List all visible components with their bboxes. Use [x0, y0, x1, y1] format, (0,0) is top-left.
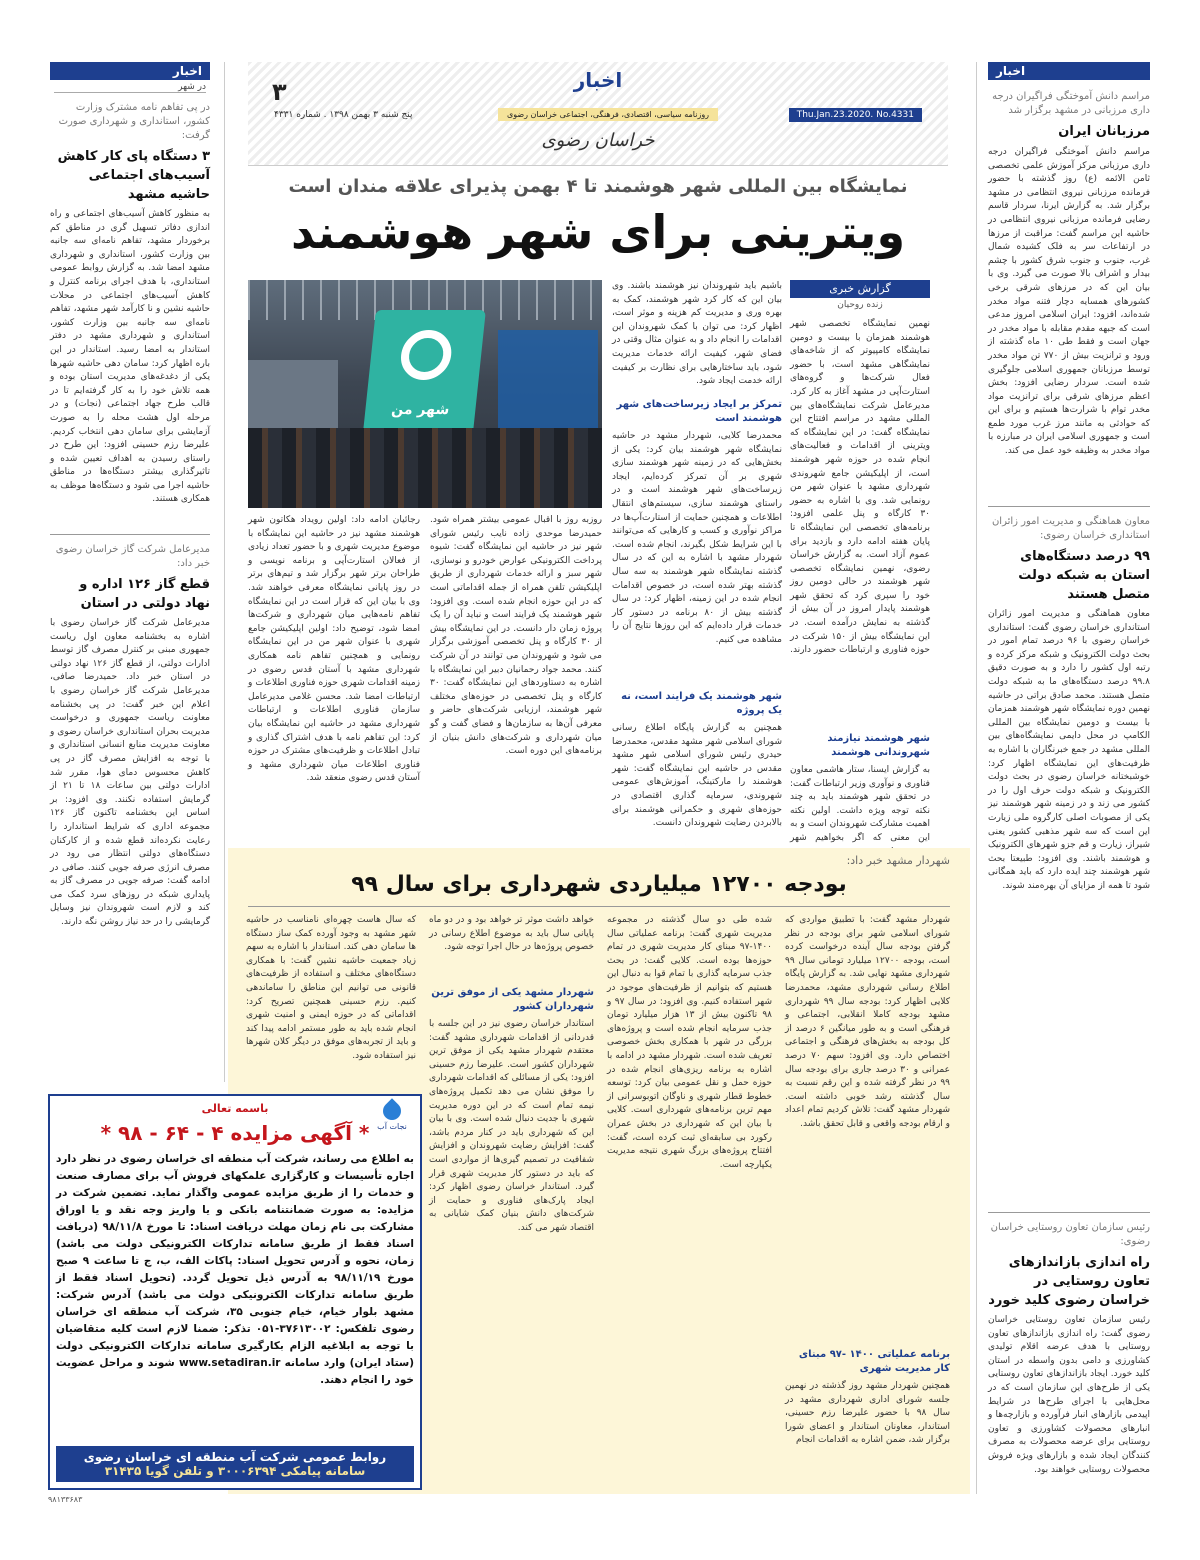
- right-article2-kicker: معاون هماهنگی و مدیریت امور زائران استانداری خراسان رضوی:: [991, 516, 1150, 541]
- right-article3-title: راه اندازی بازاندازهای تعاون روستایی در خراسان رضوی کلید خورد: [988, 1255, 1150, 1308]
- masthead-issue: Thu.Jan.23.2020. No.4331: [789, 108, 922, 122]
- ad-footer-line1: روابط عمومی شرکت آب منطقه ای خراسان رضوی: [83, 1450, 387, 1464]
- photo-crowd: [248, 428, 602, 508]
- right-article1-title: مرزبانان ایران: [1058, 124, 1150, 139]
- main-headline: ویترینی برای شهر هوشمند: [290, 205, 906, 259]
- main-col3: [427, 514, 602, 836]
- byline: زنده روحیان: [837, 300, 883, 310]
- budget-col3: [426, 914, 594, 1484]
- right-article1-body: مراسم دانش آموختگی فراگیران درجه داری مرزبانی مرکز آموزش علمی تخصصی ثامن الائمه (ع) روز گذشته با حضور فرمانده مرزبانی نیروی انتظامی در مشهد برگزار شد. به گزارش ایرنا، سردار قاسم رضایی فرمانده مرزبانی نیروی انتظامی در حاشیه این مراسم گفت: مراقبت از مرزها در ارتفاعات سر به فلک کشیده شمال غرب، جنوب و جنوب شرق کشور با چشم بیدار و اشراف بالا صورت می گیرد. وی با بیان این که در مرزهای شرقی برخی کشورهای همسایه دچار فتنه مواد مخدر شده‌اند، افزود: ایران اسلامی امروز مدعی است که جبهه مقدم مقابله با مواد مخدر در جهان است و فقط طی ۱۰ ماه گذشته از ورود و ترانزیت بیش از ۷۷۰ تن مواد مخدر توسط مرزبانان جمهوری اسلامی جلوگیری شده است. سردار رضایی افزود: بخش اعظم مرزهای شرقی برای ترانزیت مواد مخدر توام با شرارت‌ها هستیم و برای این که حوادثی به مانند مرز غرب مورد طمع است و جمهوری اسلامی ایران در مبارزه با مواد مخدر به وظیفه خود عمل می کند.: [985, 147, 1150, 457]
- left-section-label: اخبار: [50, 62, 210, 80]
- main-col1: [787, 318, 930, 843]
- left-article1-kicker: در پی تفاهم نامه مشترک وزارت کشور، استانداری و شهرداری صورت گرفت:: [58, 102, 210, 141]
- main-col2-body: باشیم باید شهروندان نیز هوشمند باشند. وی بیان این که کار کرد شهر هوشمند، کمک به بهره وری و مدیریت کم هزینه و موثر است، اظهار کرد: می توان با کمک شهروندان این اقدامات را انجام داد و به عنوان مثال وقتی در فضای شهر، کیفیت ارائه خدمات مدیریت شود، باید ساختارهایی برای نظارت بر کیفیت ارائه خدمت ایجاد شود.: [609, 281, 782, 387]
- photo-booth-left: [498, 330, 598, 440]
- budget-col1: [782, 914, 950, 1484]
- right-section-label: اخبار: [988, 62, 1150, 80]
- masthead-label: اخبار: [573, 68, 623, 92]
- main-col4-body: رجائیان ادامه داد: اولین رویداد هکاتون شهر هوشمند مشهد نیز در حاشیه این نمایشگاه با موضوع مدیریت شهری و با حضور تعداد زیادی از فعالان استارت‌آپی و برنامه نویسی و طراحان برتر شهر برگزار شد و تیم‌های برتر در روز پایانی نمایشگاه معرفی خواهند شد. وی با بیان این که قرار است در این نمایشگاه تفاهم نامه‌هایی میان شهرداری و شرکت‌ها امضا شود، توضیح داد: اولین اپلیکیشن جامع شهری با عنوان شهر من در این نمایشگاه رونمایی و همچنین تفاهم نامه همکاری شهرداری مشهد با آستان قدس رضوی در زمینه اقدامات شهری حوزه فناوری اطلاعات و ارتباطات امضا شد. محسن غلامی مدیرعامل سازمان فناوری اطلاعات و ارتباطات شهرداری مشهد در حاشیه این نمایشگاه بیان کرد: این تفاهم نامه با هدف اشتراک گذاری و تبادل اطلاعات و ظرفیت‌های مشترک در حوزه فناوری اطلاعات میان شهرداری مشهد و آستان قدس رضوی منعقد شد.: [245, 515, 420, 784]
- right-column: [985, 62, 1151, 1494]
- ad-drop-icon: [379, 1098, 404, 1123]
- left-article1-title: ۳ دستگاه پای کار کاهش آسیب‌های اجتماعی حاشیه مشهد: [57, 149, 210, 202]
- left-article1-body: به منظور کاهش آسیب‌های اجتماعی و راه اندازی دفاتر تسهیل گری در مناطق کم برخوردار مشهد، تفاهم نامه‌ای سه جانبه بین وزارت کشور، استانداری و شهرداری مشهد امضا شد. به گزارش روابط عمومی استانداری، با هدف اجرای برنامه کنترل و کاهش آسیب‌های اجتماعی در محلات حاشیه نشین و نا کارآمد شهر مشهد، تفاهم نامه‌ای سه جانبه بین وزارت کشور، استانداری و شهرداری مشهد در دفتر استاندار به امضا رسید. استاندار در این باره اظهار کرد: سامان دهی حاشیه شهرها یکی از دغدغه‌های مدیریت استان بوده و همه تلاش خود را به کار گرفته‌ایم تا در قالب طرح جهاد اجتماعی (نجات) و در مرحله اول هشت محله را به صورت آزمایشی برای سامان دهی انتخاب کردیم. علیرضا رزم حسینی افزود: این طرح در راستای رسیدن به اهداف تعیین شده و تاثیرگذاری بیشتر دستگاه‌ها در مناطق حاشیه اجرا می شود و دستگاه‌ها موظف به همکاری هستند.: [47, 209, 211, 505]
- left-article2-title: قطع گاز ۱۲۶ اداره و نهاد دولتی در استان: [79, 577, 210, 611]
- ad-org-name: نجات آب: [377, 1122, 407, 1131]
- budget-col1-subhead: برنامه عملیاتی ۱۴۰۰ -۹۷ مبنای کار مدیریت شهری: [798, 1349, 950, 1374]
- main-kicker: نمایشگاه بین المللی شهر هوشمند تا ۴ بهمن پذیرای علاقه مندان است: [288, 176, 908, 197]
- budget-headline: بودجه ۱۲۷۰۰ میلیاردی شهرداری برای سال ۹۹: [351, 872, 847, 897]
- main-col4: [245, 514, 420, 836]
- separator-left: [224, 62, 225, 1082]
- budget-col4: [243, 914, 416, 1084]
- ad-code: ۹۸۱۳۳۶۸۳: [48, 1495, 83, 1504]
- masthead-subtitle: روزنامه سیاسی، اقتصادی، فرهنگی، اجتماعی خراسان رضوی: [498, 108, 718, 121]
- masthead: [248, 62, 948, 166]
- auction-ad: [48, 1094, 422, 1504]
- exhibition-photo: [248, 280, 602, 508]
- main-col2-body3: همچنین به گزارش پایگاه اطلاع رسانی شورای اسلامی شهر مشهد مقدس، محمدرضا حیدری رئیس شورای اسلامی شهر مشهد مقدس در حاشیه این نمایشگاه گفت: شهر هوشمند را مارکتینگ، آموزش‌های عمومی شهروندی، سرمایه گذاری اقتصادی در حوزه‌های شهری و حکمرانی هوشمند برای بالابردن رضایت شهروندان دانست.: [609, 723, 782, 829]
- main-col2-subhead2: شهر هوشمند یک فرایند است، نه یک پروژه: [621, 691, 782, 716]
- photo-sign-text: شهر من: [390, 402, 451, 418]
- left-divider: [50, 534, 210, 535]
- budget-kicker: شهردار مشهد خبر داد:: [846, 854, 950, 867]
- main-col1-body2: به گزارش ایسنا، ستار هاشمی معاون فناوری و نوآوری وزیر ارتباطات گفت: در تحقق شهر هوشمند باید به چند نکته توجه ویژه داشت. اولین نکته اهمیت مشارکت شهروندان است و به این معنی که اگر بخواهیم شهر: [790, 765, 930, 843]
- main-col2: [609, 280, 783, 836]
- budget-col3-subhead: شهردار مشهد یکی از موفق ترین شهرداران کشور: [431, 987, 594, 1012]
- ad-title: باسمه تعالی: [201, 1102, 269, 1115]
- main-col2-body2: محمدرضا کلایی، شهردار مشهد در حاشیه نمایشگاه شهر هوشمند بیان کرد: یکی از بخش‌هایی که در زمینه شهر هوشمند سازی شهری بر آن تمرکز کرده‌ایم، ایجاد زیرساخت‌های شهر هوشمند است و در راستای هوشمند سازی، سیستم‌های انتقال اطلاعات و همچنین حمایت از استارت‌آپ‌ها در مراکز نوآوری و کسب و کارهایی که می‌توانند با این شرایط شکل بگیرند، انجام شده است. شهردار مشهد با اشاره به این که در سال گذشته نمایشگاه شهر هوشمند به سه سال گذشته بهتر شده است، در خصوص اقدامات انجام شده در این زمینه، اظهار کرد: در سال گذشته بیش از ۸۰ برنامه در دستور کار خدمات قرار داده‌ایم که این روزها نتایج آن را مشاهده می کنیم.: [609, 431, 783, 645]
- photo-stand-icon: [399, 330, 454, 380]
- report-label: گزارش خبری: [790, 280, 930, 298]
- right-article2-body: معاون هماهنگی و مدیریت امور زائران استانداری خراسان رضوی گفت: استانداری خراسان رضوی با ۹۶ درصد تمام امور در بحث دولت الکترونیک و شبکه مرکز کرده و رتبه اول کشور را دارد و به صورت دقیق ۹۹.۸ درصد دستگاه‌های ما به شبکه دولت متصل هستند. محمد صادق براتی در حاشیه نهمین دوره نمایشگاه شهر هوشمند همزمان با بیست و دومین نمایشگاه بین المللی الکامپ در محل دایمی نمایشگاه‌های بین المللی مشهد در جمع خبرنگاران با اشاره به ظرفیت‌های این نمایشگاه اظهار کرد: خوشبختانه خراسان رضوی در بحث دولت الکترونیک و شبکه دولت حرف اول را در کشور می زند و در زمینه شهر هوشمند نیز یکی از مصوبات اصلی کارگروه ملی زیارت این است که سه شهر مذهبی کشور یعنی شیراز، زیارت و قم جزو شهرهای الکترونیک و هوشمند باشند. وی افزود: طبیعتا بحث شهر هوشمند چند ایده دارد که باید همگانی شود تا همه از مزایای آن بهره‌مند شوند.: [985, 609, 1151, 891]
- budget-col1-body: شهردار مشهد گفت: با تطبیق مواردی که شورای اسلامی شهر برای بودجه در نظر گرفتن بودجه سال آینده درخواست کرده است، بودجه ۱۲۷۰۰ میلیارد تومانی سال ۹۹ شهرداری مشهد نهایی شد. به گزارش پایگاه اطلاع رسانی شهرداری مشهد، محمدرضا کلایی اظهار کرد: بودجه سال ۹۹ شهرداری مشهد بودجه کاملا انقلابی، اجتماعی و فرهنگی است و به طور میانگین ۶ درصد از کل بودجه به بخش‌های فرهنگی و اجتماعی اختصاص دارد. وی افزود: سهم ۷۰ درصد عمرانی و ۳۰ درصد جاری برای بودجه سال ۹۹ در نظر گرفته شده و این رقم نسبت به سال گذشته رشد خوبی داشته است. شهردار مشهد گفت: تلاش کردیم تمام اعداد و ارقام بودجه واقعی و قابل تحقق باشد.: [782, 915, 950, 1129]
- budget-col3-body: خواهد داشت موثر تر خواهد بود و در دو ماه پایانی سال باید به موضوع اطلاع رسانی در خصوص پروژه‌ها در حال اجرا توجه شود.: [426, 915, 594, 953]
- left-section-sub: در شهر: [54, 82, 206, 93]
- ad-org-logo: [372, 1102, 412, 1130]
- masthead-date: پنج شنبه ۳ بهمن ۱۳۹۸ . شماره ۴۳۳۱: [274, 110, 413, 120]
- main-col2-subhead1: تمرکز بر ایجاد زیرساخت‌های شهر هوشمند است: [616, 399, 782, 424]
- left-article2-body: مدیرعامل شرکت گاز خراسان رضوی با اشاره به بخشنامه معاون اول ریاست جمهوری مبنی بر کنترل مصرف گاز توسط ادارات دولتی، از قطع گاز ۱۲۶ نهاد دولتی در استان خبر داد. حمیدرضا صافی، مدیرعامل شرکت گاز خراسان رضوی با اعلام این خبر گفت: در پی بخشنامه معاونت ریاست جمهوری و درخواست مدیریت بحران استانداری خراسان رضوی و معاونت مدیریت منابع انسانی استانداری و با توجه به افزایش مصرف گاز در پی کاهش محسوس دمای هوا، مقرر شد ادارات دولتی بین ساعات ۱۸ تا ۲۱ از گرمایش استفاده نکنند. وی افزود: بر اساس این بخشنامه تاکنون گاز ۱۲۶ مجموعه اداری که شرایط استاندارد را رعایت نکرده‌اند قطع شده و از کارکنان دستگاه‌های دولتی انتظار می رود در مصرف انرژی صرفه جویی کنند. صافی در ادامه گفت: صرفه جویی در مصرف گاز به پایداری شبکه در روزهای سرد کمک می کند و لازم است شهروندان نیز وسایل گرمایشی را در حد نیاز روشن نگه دارند.: [47, 618, 211, 928]
- right-divider2: [988, 1212, 1150, 1213]
- right-article1-kicker: مراسم دانش آموختگی فراگیران درجه داری مرزبانی در مشهد برگزار شد: [992, 91, 1150, 116]
- budget-col3-body2: استاندار خراسان رضوی نیز در این جلسه با قدردانی از اقدامات شهرداری مشهد گفت: معتقدم شهردار مشهد یکی از موفق ترین شهرداران کشور است. علیرضا رزم حسینی افزود: یکی از مسائلی که اقدامات شهرداری را موفق نشان می دهد تکمیل پروژه‌های نیمه تمام است که در این دوره مدیریت شهری با جدیت دنبال شده است. وی با بیان این که شهرداری باید در کنار مردم باشد، گفت: افزایش رضایت شهروندان و افزایش شفافیت در تصمیم گیری‌ها از مواردی است که باید در دستور کار مدیریت شهری قرار گیرد. استاندار خراسان رضوی اظهار کرد: ایجاد پارک‌های فناوری و حمایت از شرکت‌های دانش بنیان کمک شایانی به اقتصاد شهر می کند.: [426, 1019, 594, 1233]
- right-article2-title: ۹۹ درصد دستگاه‌های استان به شبکه دولت متصل هستند: [1018, 549, 1150, 602]
- budget-headline-rule: [248, 906, 950, 907]
- ad-headline: * آگهی مزایده ۴ - ۶۴ - ۹۸ *: [100, 1121, 370, 1145]
- budget-col2-body: شده طی دو سال گذشته در مجموعه مدیریت شهری گفت: برنامه عملیاتی سال ۱۴۰۰-۹۷ مبنای کار مدیریت شهری در تمام حوزه‌ها بوده است. کلایی گفت: در بحث جذب سرمایه گذاری با تمام قوا به دنبال این هستیم که بتوانیم از ظرفیت‌های موجود در شهر استفاده کنیم. وی افزود: در سال ۹۷ و ۹۸ تاکنون بیش از ۱۳ هزار میلیارد تومان جذب سرمایه انجام شده است و پروژه‌های بزرگی در شهر با همکاری بخش خصوصی تعریف شده است. شهردار مشهد در ادامه با اشاره به برنامه ریزی‌های انجام شده در حوزه حمل و نقل عمومی بیان کرد: توسعه خطوط قطار شهری و ناوگان اتوبوسرانی از مهم ترین برنامه‌های شهرداری است. کلایی با بیان این که شهرداری در بخش عمران رکورد بی سابقه‌ای ثبت کرده است، گفت: افتتاح پروژه‌های بزرگ شهری نتیجه مدیریت یکپارچه است.: [604, 915, 773, 1170]
- budget-col1-body2: همچنین شهردار مشهد روز گذشته در نهمین جلسه شورای اداری شهرداری مشهد در سال ۹۸ با حضور علیرضا رزم حسینی، استاندار، معاونان استاندار و اعضای شورا برگزار شد، ضمن اشاره به اقدامات انجام: [782, 1381, 950, 1446]
- ad-footer-line2: سامانه پیامکی ۳۰۰۰۶۳۹۴ و تلفن گویا ۳۱۴۳۵: [104, 1464, 366, 1478]
- left-article2-kicker: مدیرعامل شرکت گاز خراسان رضوی خبر داد:: [55, 544, 210, 569]
- right-article3-body: رئیس سازمان تعاون روستایی خراسان رضوی گفت: راه اندازی بازاندازهای تعاون روستایی با هدف عرضه اقلام تولیدی کشاورزی و دامی بدون واسطه در استان کلید خورد. ایجاد بازاندازهای تعاون روستایی یکی از طرح‌های این سازمان است که در محل‌هایی با اجرای طرح‌ها در شرایط اپیدمی بازارهای انبار فرآورده و بازارچه‌ها و انبارهای محصولات کشاورزی و تعاون روستایی برای عرضه محصولات به مصرف کنندگان ایجاد شده و بازارهای ویژه فروش محصولات روستایی خواهند بود.: [985, 1315, 1151, 1475]
- masthead-logo: خراسان رضوی: [541, 130, 655, 151]
- right-divider1: [988, 506, 1150, 507]
- main-col3-body: روزبه روز با اقبال عمومی بیشتر همراه شود. حمیدرضا موحدی زاده نایب رئیس شورای شهر نیز در حاشیه این نمایشگاه گفت: شیوه پرداخت الکترونیکی عوارض خودرو و نوسازی، شهر سبز و ارائه خدمات شهرداری از طریق اپلیکیشن تلفن همراه از جمله اقداماتی است که در این حوزه انجام شده است. وی افزود: شهر هوشمند یک فرایند است و نباید آن را یک پروژه زمان دار دانست. در این نمایشگاه بیش از ۳۰ کارگاه و پنل تخصصی آموزشی برگزار می شود و شهروندان می توانند در آن شرکت کنند. محمد جواد رحمانیان دبیر این نمایشگاه با اشاره به دستاوردهای این نمایشگاه گفت: ۳۰ کارگاه و پنل تخصصی در حوزه‌های مختلف شهر هوشمند، ارزیابی شرکت‌های حاضر و معرفی آن‌ها به سازمان‌ها و فضای گفت و گو میان شهرداری و شرکت‌های دانش بنیان از برنامه‌های این دوره است.: [427, 515, 602, 757]
- ad-footer: [56, 1446, 414, 1482]
- main-col1-subhead: شهر هوشمند نیازمند شهروندانی هوشمند: [827, 733, 930, 758]
- budget-col4-body: که سال هاست چهره‌ای نامناسب در حاشیه شهر مشهد به وجود آورده کمک ساز دستگاه ها سامان دهی کند. استاندار با اشاره به سهم زیاد جمعیت حاشیه نشین گفت: با همکاری دستگاه‌های مختلف و استفاده از ظرفیت‌های قانونی می توانیم این مناطق را ساماندهی کنیم. رزم حسینی همچنین تصریح کرد: اقداماتی که در حوزه ایمنی و امنیت شهری انجام شده باید به طور مستمر ادامه پیدا کند و باید از تجربه‌های موفق در دیگر کلان شهرها نیز استفاده شود.: [243, 915, 416, 1061]
- separator-right: [976, 62, 977, 1494]
- ad-body: به اطلاع می رساند، شرکت آب منطقه ای خراسان رضوی در نظر دارد اجاره تأسیسات و کارگزاری علمکهای فروش آب برای مصارف صنعت و خدمات را از طریق مزایده عمومی واگذار نماید. تضمین شرکت در مزایده: به صورت ضمانتنامه بانکی و یا واریز وجه نقد و یا اوراق مشارکت بی نام زمان مهلت دریافت اسناد: تا مورخ ۹۸/۱۱/۸ (دریافت اسناد فقط از طریق سامانه تدارکات الکترونیکی دولت می باشد) زمان، نحوه و آدرس تحویل اسناد: پاکات الف، ب، ج تا ساعت ۹ صبح مورخ ۹۸/۱۱/۱۹ به آدرس ذیل تحویل گردد. (تحویل اسناد فقط از طریق سامانه تدارکات الکترونیکی دولت می باشد) آدرس شرکت: مشهد بلوار خیام، خیام جنوبی ۳۵، شرکت آب منطقه ای خراسان رضوی تلفکس: ۳۷۶۱۳۰۰۲-۰۵۱ تذکر: ضمنا لازم است کلیه متقاضیان با توجه به ابلاغیه الزام بکارگیری سامانه تدارکات الکترونیکی دولت (ستاد ایران) وارد سامانه www.setadiran.ir شوند و مراحل عضویت خود را انجام دهند.: [56, 1153, 415, 1386]
- budget-col2: [604, 914, 773, 1484]
- page-number: ۳: [272, 78, 287, 106]
- main-col1-body: نهمین نمایشگاه تخصصی شهر هوشمند همزمان با بیست و دومین نمایشگاه کامپیوتر که از شاخه‌های نمایشگاهی مشهد است، با حضور فعال شرکت‌ها و گروه‌های استارت‌آپی در مشهد آغاز به کار کرد. مدیرعامل شرکت نمایشگاه‌های بین المللی مشهد در مراسم افتتاح این نمایشگاه گفت: در این نمایشگاه که ویترینی از اقدامات و فعالیت‌های انجام شده در حوزه شهر هوشمند است، از اپلیکیشن جامع شهروندی شهرداری مشهد با عنوان شهر من رونمایی شد. وی با اشاره به حضور ۳۰ کارگاه و پنل علمی افزود: برنامه‌های تخصصی این نمایشگاه تا پایان هفته ادامه دارد و بازدید برای عموم آزاد است. به گزارش خراسان رضوی، نهمین نمایشگاه تخصصی شهر هوشمند در حالی دومین روز خود را سپری کرد که تحقق شهر هوشمند پایدار امروز در آن بیش از گذشته به نمایش درآمده است. در این نمایشگاه بیش از ۱۵۰ شرکت در حوزه فناوری و ارتباطات حضور دارند.: [787, 319, 930, 656]
- right-article3-kicker: رئیس سازمان تعاون روستایی خراسان رضوی:: [990, 1222, 1150, 1247]
